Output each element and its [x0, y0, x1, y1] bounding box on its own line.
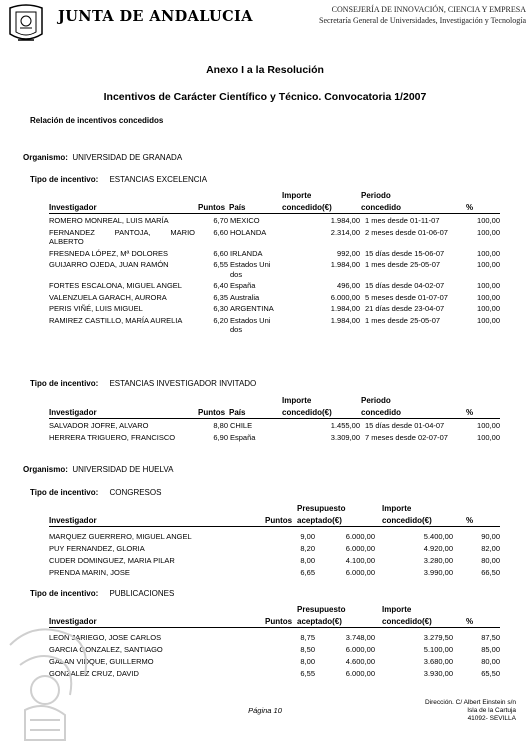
consejeria: CONSEJERÍA DE INNOVACIÓN, CIENCIA Y EMPRESA: [331, 5, 526, 14]
col-importe: Importe: [282, 191, 312, 200]
pct-cell: 100,00: [477, 216, 500, 225]
investigador-cell: RAMIREZ CASTILLO, MARÍA AURELIA: [49, 315, 183, 325]
presupuesto-cell: 6.000,00: [345, 645, 375, 654]
pais-cell: IRLANDA: [230, 248, 263, 258]
col-puntos-2: Puntos: [198, 408, 226, 417]
presupuesto-cell: 4.600,00: [345, 657, 375, 666]
puntos-cell: 8,50: [300, 645, 315, 654]
col-periodo-concedido: concedido: [361, 203, 402, 212]
importe-cell: 992,00: [337, 248, 360, 258]
col-aceptado-4: aceptado(€): [297, 617, 342, 626]
col-periodo-concedido-2: concedido: [361, 408, 402, 417]
importe-cell: 3.680,00: [423, 657, 453, 666]
periodo-cell: 15 días desde 01-04-07: [365, 421, 445, 430]
col-investigador-4: Investigador: [49, 617, 97, 626]
pais-cell: Estados Unidos: [230, 260, 271, 279]
pct-cell: 100,00: [477, 315, 500, 325]
importe-cell: 1.984,00: [330, 260, 360, 269]
table-row: [49, 421, 500, 433]
page-number: Página 10: [248, 706, 282, 715]
table-row: [49, 216, 500, 228]
tipo-estancias: Tipo de incentivo: ESTANCIAS EXCELENCIA: [30, 175, 208, 184]
pct-cell: 66,50: [481, 568, 500, 577]
puntos-cell: 8,20: [300, 544, 315, 553]
tipo-invitado: Tipo de incentivo: ESTANCIAS INVESTIGADOR INVITADO: [30, 379, 257, 388]
col-pais-2: País: [229, 408, 246, 417]
importe-cell: 5.400,00: [423, 532, 453, 541]
importe-cell: 496,00: [337, 281, 360, 290]
col-investigador-2: Investigador: [49, 408, 97, 417]
table-row: [49, 433, 500, 445]
col-investigador-3: Investigador: [49, 516, 97, 525]
main-title: Incentivos de Carácter Científico y Técnico. Convocatoria 1/2007: [103, 91, 427, 103]
investigador-cell: FRESNEDA LÓPEZ, Mª DOLORES: [49, 248, 169, 258]
col-investigador: Investigador: [49, 203, 97, 212]
investigador-cell: MARQUEZ GUERRERO, MIGUEL ANGEL: [49, 532, 192, 541]
puntos-cell: 9,00: [300, 532, 315, 541]
col-pct: %: [466, 203, 474, 212]
address-line-2: Isla de la Cartuja: [467, 707, 516, 714]
col-importe-4: Importe: [382, 605, 412, 614]
importe-cell: 1.984,00: [330, 304, 360, 313]
estancias-table: [49, 216, 500, 337]
investigador-cell: GUIJARRO OJEDA, JUAN RAMÓN: [49, 260, 169, 269]
pais-cell: Australia: [230, 292, 260, 302]
puntos-cell: 6,30: [213, 304, 228, 313]
pais-cell: ARGENTINA: [230, 304, 274, 313]
col-importe-3: Importe: [382, 504, 412, 513]
importe-cell: 3.280,00: [423, 556, 453, 565]
organismo-granada: Organismo: UNIVERSIDAD DE GRANADA: [23, 153, 183, 162]
table-row: [49, 228, 500, 249]
investigador-cell: LEON JARIEGO, JOSE CARLOS: [49, 633, 162, 642]
investigador-cell: ROMERO MONREAL, LUIS MARÍA: [49, 216, 169, 225]
pais-cell: CHILE: [230, 421, 253, 430]
table-row: [49, 249, 500, 261]
coat-of-arms-icon: [4, 4, 48, 44]
importe-cell: 3.279,50: [423, 633, 453, 642]
publicaciones-table: [49, 633, 500, 681]
table-row: [49, 568, 500, 580]
presupuesto-cell: 6.000,00: [345, 544, 375, 553]
importe-cell: 1.455,00: [330, 421, 360, 430]
investigador-cell: GALAN VIDQUE, GUILLERMO: [49, 657, 154, 666]
investigador-cell: GARCIA GONZALEZ, SANTIAGO: [49, 645, 163, 654]
periodo-cell: 1 mes desde 25-05-07: [365, 260, 441, 269]
pais-cell: España: [230, 281, 256, 290]
pct-cell: 100,00: [477, 304, 500, 313]
table-row: [49, 669, 500, 681]
pais-cell: Estados Unidos: [230, 315, 271, 334]
investigador-cell: FORTES ESCALONA, MIGUEL ANGEL: [49, 281, 182, 290]
pct-cell: 87,50: [481, 633, 500, 642]
org-name: JUNTA DE ANDALUCIA: [58, 8, 253, 25]
pct-cell: 82,00: [481, 544, 500, 553]
investigador-cell: VALENZUELA GARACH, AURORA: [49, 292, 167, 302]
pct-cell: 85,00: [481, 645, 500, 654]
periodo-cell: 1 mes desde 01-11-07: [365, 216, 440, 225]
pct-cell: 80,00: [481, 556, 500, 565]
periodo-cell: 5 meses desde 01-07-07: [365, 292, 448, 302]
col-importe-2: Importe: [282, 396, 312, 405]
col-concedido-4: concedido(€): [382, 617, 432, 626]
puntos-cell: 6,65: [300, 568, 315, 577]
investigador-cell: SALVADOR JOFRE, ALVARO: [49, 421, 149, 430]
relation-title: Relación de incentivos concedidos: [30, 116, 164, 125]
periodo-cell: 2 meses desde 01-06-07: [365, 227, 448, 237]
table-row: [49, 556, 500, 568]
col-periodo: Periodo: [361, 191, 391, 200]
junta-logo: [4, 4, 48, 44]
col-concedido-3: concedido(€): [382, 516, 432, 525]
presupuesto-cell: 3.748,00: [345, 633, 375, 642]
puntos-cell: 6,55: [213, 260, 228, 269]
address: [425, 699, 516, 723]
pct-cell: 100,00: [477, 421, 500, 430]
puntos-cell: 6,40: [213, 281, 228, 290]
table-row: [49, 657, 500, 669]
col-presupuesto-4: Presupuesto: [297, 605, 346, 614]
investigador-cell: CUDER DOMINGUEZ, MARIA PILAR: [49, 556, 175, 565]
presupuesto-cell: 6.000,00: [345, 532, 375, 541]
col-presupuesto-3: Presupuesto: [297, 504, 346, 513]
presupuesto-cell: 6.000,00: [345, 568, 375, 577]
annex-title: Anexo I a la Resolución: [206, 64, 324, 76]
col-puntos: Puntos: [198, 203, 226, 212]
puntos-cell: 6,90: [213, 432, 228, 442]
pct-cell: 65,50: [481, 669, 500, 678]
col-pct-3: %: [466, 516, 474, 525]
pct-cell: 100,00: [477, 432, 500, 442]
col-concedido: concedido(€): [282, 203, 332, 212]
importe-cell: 5.100,00: [423, 645, 453, 654]
table-row: [49, 293, 500, 305]
puntos-cell: 8,00: [300, 657, 315, 666]
periodo-cell: 1 mes desde 25-05-07: [365, 315, 441, 325]
importe-cell: 3.990,00: [423, 568, 453, 577]
puntos-cell: 8,80: [213, 421, 228, 430]
pct-cell: 90,00: [481, 532, 500, 541]
tipo-publicaciones: Tipo de incentivo: PUBLICACIONES: [30, 589, 175, 598]
puntos-cell: 6,55: [300, 669, 315, 678]
periodo-cell: 7 meses desde 02-07-07: [365, 432, 448, 442]
importe-cell: 4.920,00: [423, 544, 453, 553]
pct-cell: 100,00: [477, 292, 500, 302]
puntos-cell: 6,60: [213, 227, 228, 237]
puntos-cell: 8,75: [300, 633, 315, 642]
investigador-cell: PUY FERNANDEZ, GLORIA: [49, 544, 145, 553]
header-rule-2: [49, 418, 500, 419]
col-pct-2: %: [466, 408, 474, 417]
table-row: [49, 281, 500, 293]
importe-cell: 3.930,00: [423, 669, 453, 678]
pct-cell: 100,00: [477, 260, 500, 269]
investigador-cell: GONZALEZ CRUZ, DAVID: [49, 669, 139, 678]
periodo-cell: 15 días desde 04-02-07: [365, 281, 445, 290]
puntos-cell: 6,70: [213, 216, 228, 225]
address-line-3: 41092- SEVILLA: [467, 715, 516, 722]
periodo-cell: 15 días desde 15-06-07: [365, 248, 445, 258]
investigador-cell: PRENDA MARIN, JOSE: [49, 568, 130, 577]
table-row: [49, 633, 500, 645]
table-row: [49, 532, 500, 544]
investigador-cell: PERIS VIÑÉ, LUIS MIGUEL: [49, 304, 143, 313]
investigador-cell: HERRERA TRIGUERO, FRANCISCO: [49, 432, 176, 442]
col-pais: País: [229, 203, 246, 212]
col-concedido-2: concedido(€): [282, 408, 332, 417]
investigador-cell: FERNANDEZ PANTOJA, MARIO ALBERTO: [49, 227, 195, 246]
organismo-huelva: Organismo: UNIVERSIDAD DE HUELVA: [23, 465, 174, 474]
periodo-cell: 21 días desde 23-04-07: [365, 304, 445, 313]
presupuesto-cell: 6.000,00: [345, 669, 375, 678]
puntos-cell: 6,60: [213, 248, 228, 258]
pct-cell: 100,00: [477, 281, 500, 290]
table-row: [49, 260, 500, 281]
presupuesto-cell: 4.100,00: [345, 556, 375, 565]
col-aceptado-3: aceptado(€): [297, 516, 342, 525]
importe-cell: 6.000,00: [330, 292, 360, 302]
header-rule: [49, 213, 500, 214]
header-rule-3: [49, 526, 500, 527]
pct-cell: 100,00: [477, 227, 500, 237]
col-periodo-2: Periodo: [361, 396, 391, 405]
table-row: [49, 645, 500, 657]
puntos-cell: 8,00: [300, 556, 315, 565]
importe-cell: 1.984,00: [330, 315, 360, 325]
pais-cell: España: [230, 432, 256, 442]
importe-cell: 3.309,00: [330, 432, 360, 442]
pct-cell: 80,00: [481, 657, 500, 666]
watermark-emblem-icon: [0, 615, 100, 750]
col-pct-4: %: [466, 617, 474, 626]
congresos-table: [49, 532, 500, 580]
col-puntos-3: Puntos: [265, 516, 293, 525]
importe-cell: 2.314,00: [330, 227, 360, 237]
col-puntos-4: Puntos: [265, 617, 293, 626]
importe-cell: 1.984,00: [330, 216, 360, 225]
pais-cell: HOLANDA: [230, 227, 267, 237]
table-row: [49, 544, 500, 556]
table-row: [49, 316, 500, 337]
puntos-cell: 6,35: [213, 292, 228, 302]
puntos-cell: 6,20: [213, 315, 228, 325]
pais-cell: MEXICO: [230, 216, 260, 225]
pct-cell: 100,00: [477, 248, 500, 258]
tipo-congresos: Tipo de incentivo: CONGRESOS: [30, 488, 162, 497]
header-rule-4: [49, 627, 500, 628]
invitado-table: [49, 421, 500, 444]
table-row: [49, 304, 500, 316]
address-line-1: Dirección. C/ Albert Einstein s/n: [424, 699, 516, 706]
secretaria: Secretaría General de Universidades, Investigación y Tecnología: [319, 16, 526, 25]
